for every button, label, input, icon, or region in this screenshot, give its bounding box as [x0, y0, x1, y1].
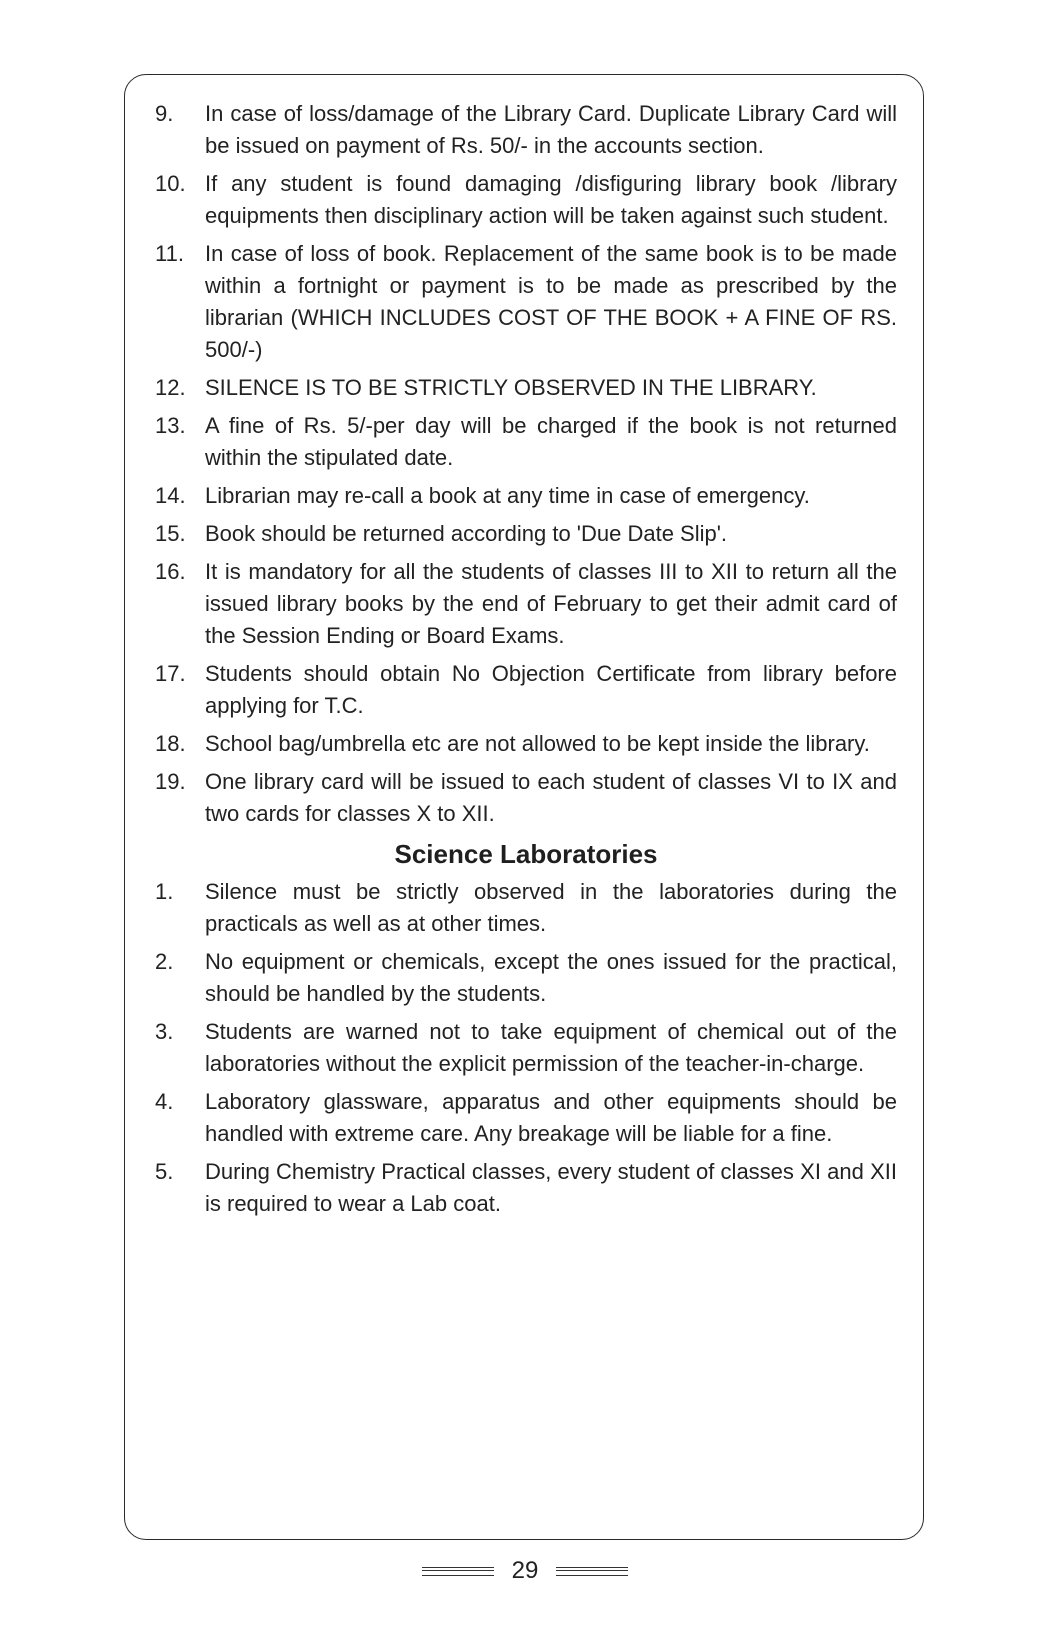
- item-number: 19.: [155, 769, 186, 794]
- item-text: Librarian may re-call a book at any time in case of emergency.: [205, 483, 810, 508]
- page-content: [155, 98, 897, 1226]
- page-number: 29: [511, 1557, 539, 1584]
- item-text: No equipment or chemicals, except the ones issued for the practical, should be handled by the students.: [205, 949, 897, 1006]
- list-item: [155, 1016, 897, 1080]
- item-text: Book should be returned according to 'Due Date Slip'.: [205, 521, 728, 546]
- footer-rule-left: [422, 1567, 494, 1576]
- science-rules-list: [155, 876, 897, 1220]
- item-text: Silence must be strictly observed in the laboratories during the practicals as well as at other times.: [205, 879, 897, 936]
- item-text: SILENCE IS TO BE STRICTLY OBSERVED IN THE LIBRARY.: [205, 375, 817, 400]
- library-rules-list: [155, 98, 897, 830]
- item-number: 4.: [155, 1089, 174, 1114]
- item-number: 3.: [155, 1019, 174, 1044]
- item-number: 17.: [155, 661, 186, 686]
- item-number: 2.: [155, 949, 174, 974]
- list-item: [155, 518, 897, 550]
- list-item: [155, 372, 897, 404]
- list-item: [155, 658, 897, 722]
- list-item: [155, 238, 897, 366]
- item-number: 5.: [155, 1159, 174, 1184]
- item-text: School bag/umbrella etc are not allowed to be kept inside the library.: [205, 731, 870, 756]
- item-number: 15.: [155, 521, 186, 546]
- list-item: [155, 556, 897, 652]
- item-number: 13.: [155, 413, 186, 438]
- item-number: 1.: [155, 879, 174, 904]
- item-number: 18.: [155, 731, 186, 756]
- section-heading: Science Laboratories: [394, 839, 658, 869]
- list-item: [155, 876, 897, 940]
- item-number: 14.: [155, 483, 186, 508]
- list-item: [155, 98, 897, 162]
- list-item: [155, 1156, 897, 1220]
- item-text: Laboratory glassware, apparatus and other equipments should be handled with extreme care. Any breakage will be liable for a fine.: [205, 1089, 897, 1146]
- item-number: 11.: [155, 241, 184, 266]
- item-text: If any student is found damaging /disfiguring library book /library equipments then disciplinary action will be taken against such student.: [205, 171, 897, 228]
- list-item: [155, 410, 897, 474]
- item-number: 10.: [155, 171, 186, 196]
- item-text: During Chemistry Practical classes, every student of classes XI and XII is required to wear a Lab coat.: [205, 1159, 897, 1216]
- item-text: Students are warned not to take equipment of chemical out of the laboratories without the explicit permission of the teacher-in-charge.: [205, 1019, 897, 1076]
- list-item: [155, 1086, 897, 1150]
- footer-rule-right: [556, 1567, 628, 1576]
- item-number: 9.: [155, 101, 174, 126]
- item-number: 16.: [155, 559, 186, 584]
- item-number: 12.: [155, 375, 186, 400]
- page-footer: [0, 1553, 1050, 1589]
- list-item: [155, 168, 897, 232]
- list-item: [155, 728, 897, 760]
- item-text: One library card will be issued to each student of classes VI to IX and two cards for classes X to XII.: [205, 769, 897, 826]
- list-item: [155, 766, 897, 830]
- item-text: It is mandatory for all the students of classes III to XII to return all the issued library books by the end of February to get their admit card of the Session Ending or Board Exams.: [205, 559, 897, 648]
- item-text: In case of loss/damage of the Library Card. Duplicate Library Card will be issued on payment of Rs. 50/- in the accounts section.: [205, 101, 897, 158]
- list-item: [155, 480, 897, 512]
- item-text: In case of loss of book. Replacement of the same book is to be made within a fortnight or payment is to be made as prescribed by the librarian (WHICH INCLUDES COST OF THE BOOK + A FINE OF RS. 500/-): [205, 241, 897, 362]
- item-text: A fine of Rs. 5/-per day will be charged if the book is not returned within the stipulated date.: [205, 413, 897, 470]
- item-text: Students should obtain No Objection Certificate from library before applying for T.C.: [205, 661, 897, 718]
- list-item: [155, 946, 897, 1010]
